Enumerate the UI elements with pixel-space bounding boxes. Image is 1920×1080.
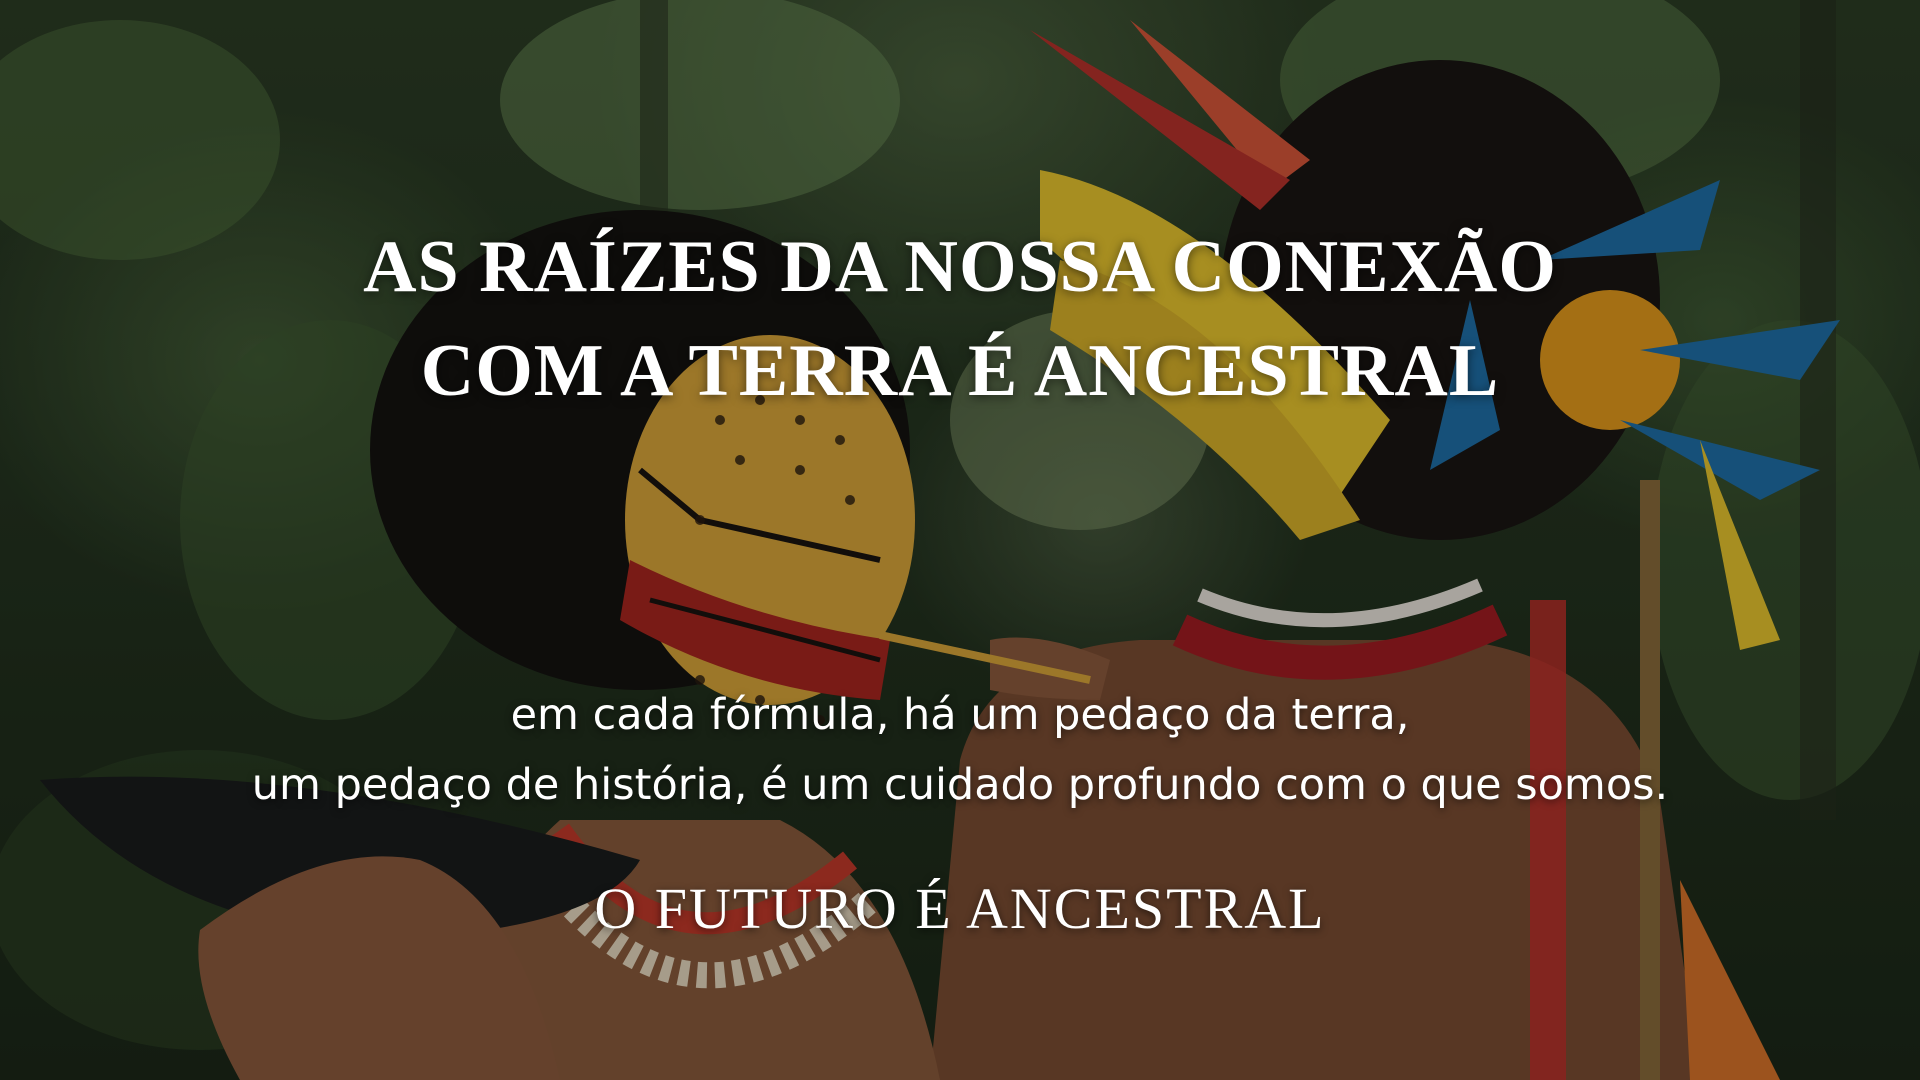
hero-body-text <box>0 680 1920 820</box>
hero-body-line-1: em cada fórmula, há um pedaço da terra, <box>510 690 1410 740</box>
hero-body-line-2: um pedaço de história, é um cuidado profundo com o que somos. <box>251 760 1669 810</box>
hero-headline <box>0 215 1920 423</box>
hero-tagline: O FUTURO É ANCESTRAL <box>594 876 1326 941</box>
hero-headline-line-1: AS RAÍZES DA NOSSA CONEXÃO <box>363 226 1557 308</box>
hero-headline-line-2: COM A TERRA É ANCESTRAL <box>420 330 1500 412</box>
